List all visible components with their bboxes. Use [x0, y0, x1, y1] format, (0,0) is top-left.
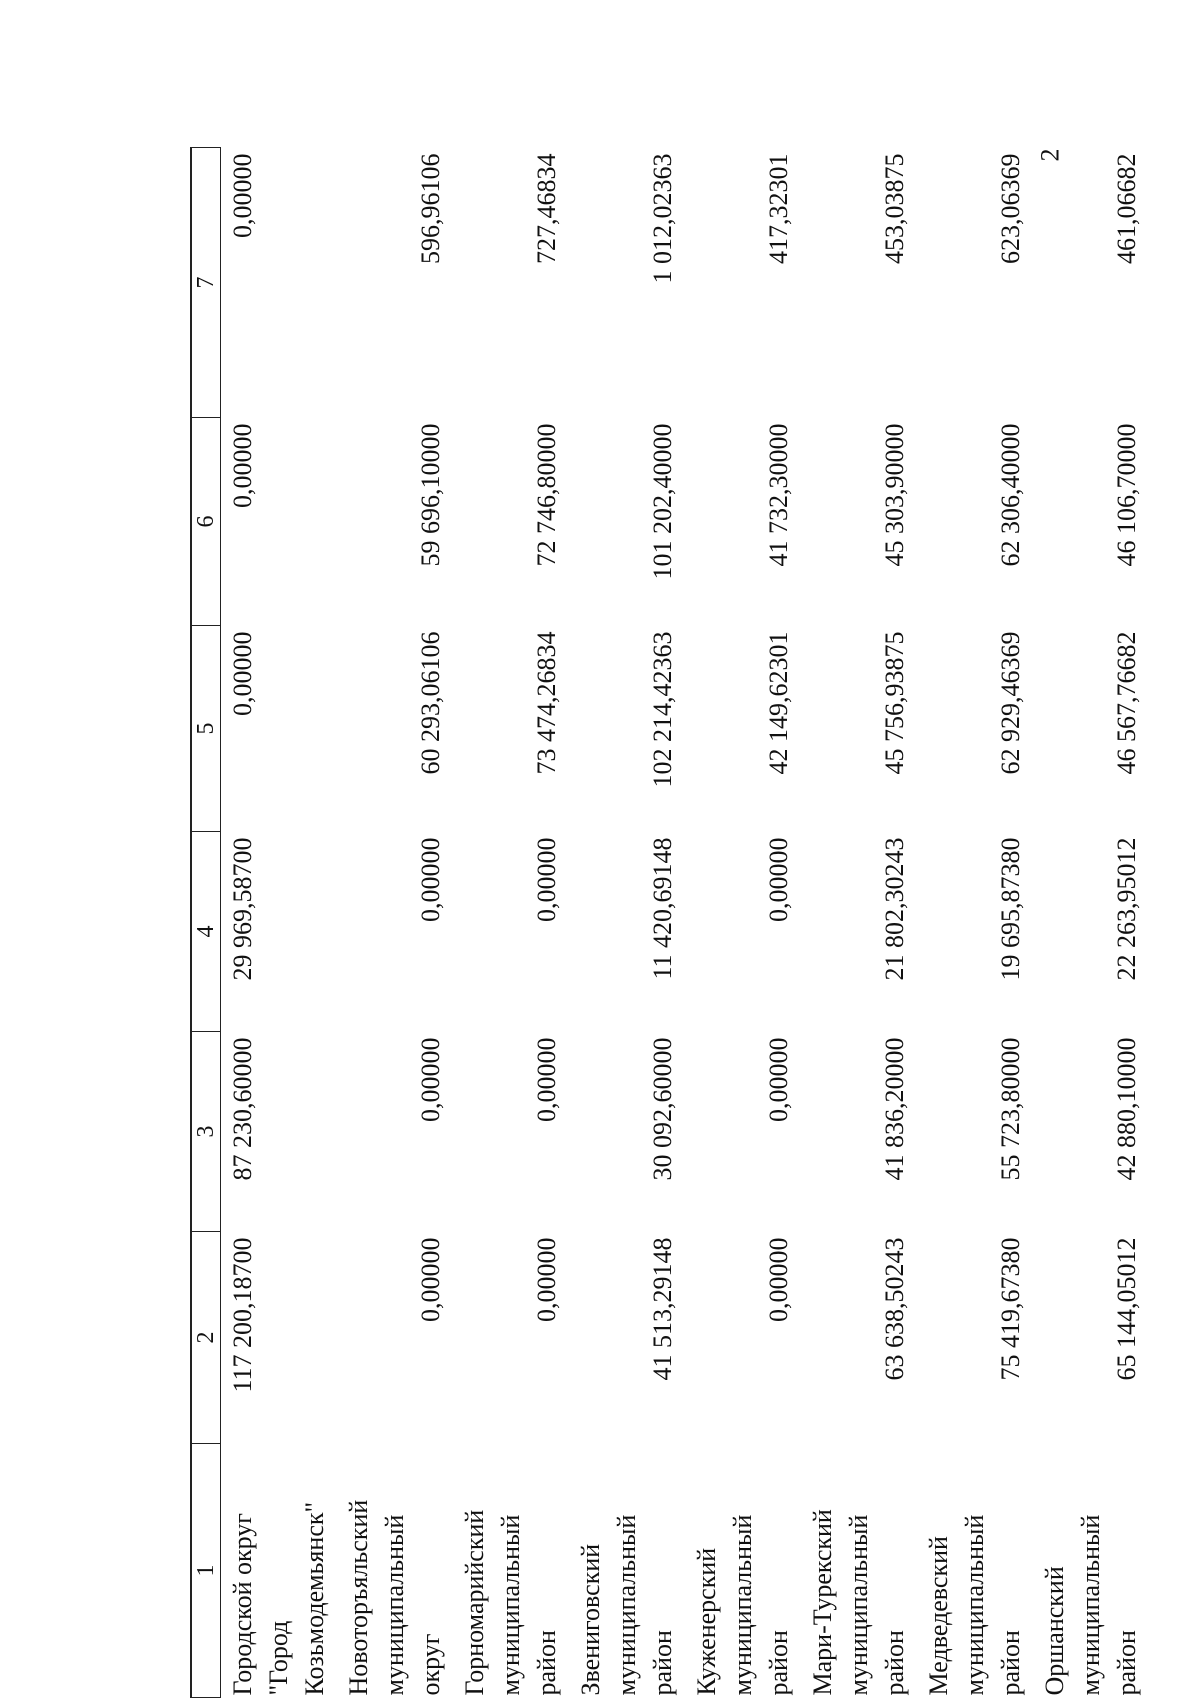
value-cell: 22 263,95012	[1112, 837, 1141, 981]
page-number: 2	[1035, 148, 1065, 162]
value-cell: 727,46834	[532, 153, 561, 264]
value-cell: 117 200,18700	[228, 1237, 257, 1393]
municipality-name: Городской округ "Город Козьмодемьянск"	[228, 1501, 329, 1696]
value-cell: 45 303,90000	[880, 423, 909, 567]
value-cell: 1 012,02363	[648, 153, 677, 284]
value-cell: 0,00000	[416, 837, 445, 922]
municipality-name: Новоторъяльский муниципальный округ	[344, 1499, 445, 1696]
value-cell: 41 836,20000	[880, 1037, 909, 1181]
budget-table	[190, 147, 1149, 1698]
value-cell: 0,00000	[764, 837, 793, 922]
municipality-name: Горномарийский муниципальный район	[460, 1509, 561, 1696]
value-cell: 45 756,93875	[880, 631, 909, 775]
value-cell: 461,06682	[1112, 153, 1141, 264]
value-cell: 59 696,10000	[416, 423, 445, 567]
municipality-name: Мари-Турекский муниципальный район	[808, 1509, 909, 1696]
value-cell: 623,06369	[996, 153, 1025, 264]
value-cell: 0,00000	[416, 1237, 445, 1322]
value-cell: 87 230,60000	[228, 1037, 257, 1181]
table-row	[569, 148, 685, 1698]
value-cell: 0,00000	[416, 1037, 445, 1122]
value-cell: 55 723,80000	[996, 1037, 1025, 1181]
value-cell: 42 149,62301	[764, 631, 793, 775]
table-row	[917, 148, 1033, 1698]
header-cell: 3	[191, 1032, 221, 1232]
value-cell: 0,00000	[532, 1037, 561, 1122]
header-cell: 5	[191, 626, 221, 832]
table-row	[453, 148, 569, 1698]
value-cell: 29 969,58700	[228, 837, 257, 981]
value-cell: 63 638,50243	[880, 1237, 909, 1381]
header-cell: 1	[191, 1444, 221, 1698]
table-row	[1033, 148, 1149, 1698]
header-cell: 7	[191, 148, 221, 418]
value-cell: 72 746,80000	[532, 423, 561, 567]
value-cell: 62 306,40000	[996, 423, 1025, 567]
header-cell: 2	[191, 1232, 221, 1444]
municipality-name: Звениговский муниципальный район	[576, 1514, 677, 1696]
value-cell: 453,03875	[880, 153, 909, 264]
header-cell: 6	[191, 418, 221, 626]
header-row	[191, 148, 221, 1698]
value-cell: 75 419,67380	[996, 1237, 1025, 1381]
value-cell: 0,00000	[228, 153, 257, 238]
value-cell: 0,00000	[764, 1037, 793, 1122]
municipality-name: Медведевский муниципальный район	[924, 1514, 1025, 1696]
value-cell: 417,32301	[764, 153, 793, 264]
table-row	[337, 148, 453, 1698]
value-cell: 0,00000	[228, 631, 257, 716]
table-row	[221, 148, 338, 1698]
value-cell: 21 802,30243	[880, 837, 909, 981]
value-cell: 41 732,30000	[764, 423, 793, 567]
value-cell: 0,00000	[532, 837, 561, 922]
value-cell: 46 106,70000	[1112, 423, 1141, 567]
header-cell: 4	[191, 832, 221, 1032]
value-cell: 30 092,60000	[648, 1037, 677, 1181]
value-cell: 102 214,42363	[648, 631, 677, 788]
table-row	[801, 148, 917, 1698]
value-cell: 11 420,69148	[648, 837, 677, 980]
value-cell: 62 929,46369	[996, 631, 1025, 775]
municipality-name: Куженерский муниципальный район	[692, 1514, 793, 1696]
table-row	[685, 148, 801, 1698]
municipality-name: Оршанский муниципальный район	[1040, 1514, 1141, 1696]
value-cell: 65 144,05012	[1112, 1237, 1141, 1381]
value-cell: 596,96106	[416, 153, 445, 264]
value-cell: 0,00000	[764, 1237, 793, 1322]
value-cell: 41 513,29148	[648, 1237, 677, 1381]
value-cell: 73 474,26834	[532, 631, 561, 775]
value-cell: 19 695,87380	[996, 837, 1025, 981]
value-cell: 42 880,10000	[1112, 1037, 1141, 1181]
value-cell: 0,00000	[228, 423, 257, 508]
rotated-table-container	[190, 148, 1141, 1698]
value-cell: 46 567,76682	[1112, 631, 1141, 775]
value-cell: 0,00000	[532, 1237, 561, 1322]
value-cell: 101 202,40000	[648, 423, 677, 580]
value-cell: 60 293,06106	[416, 631, 445, 775]
